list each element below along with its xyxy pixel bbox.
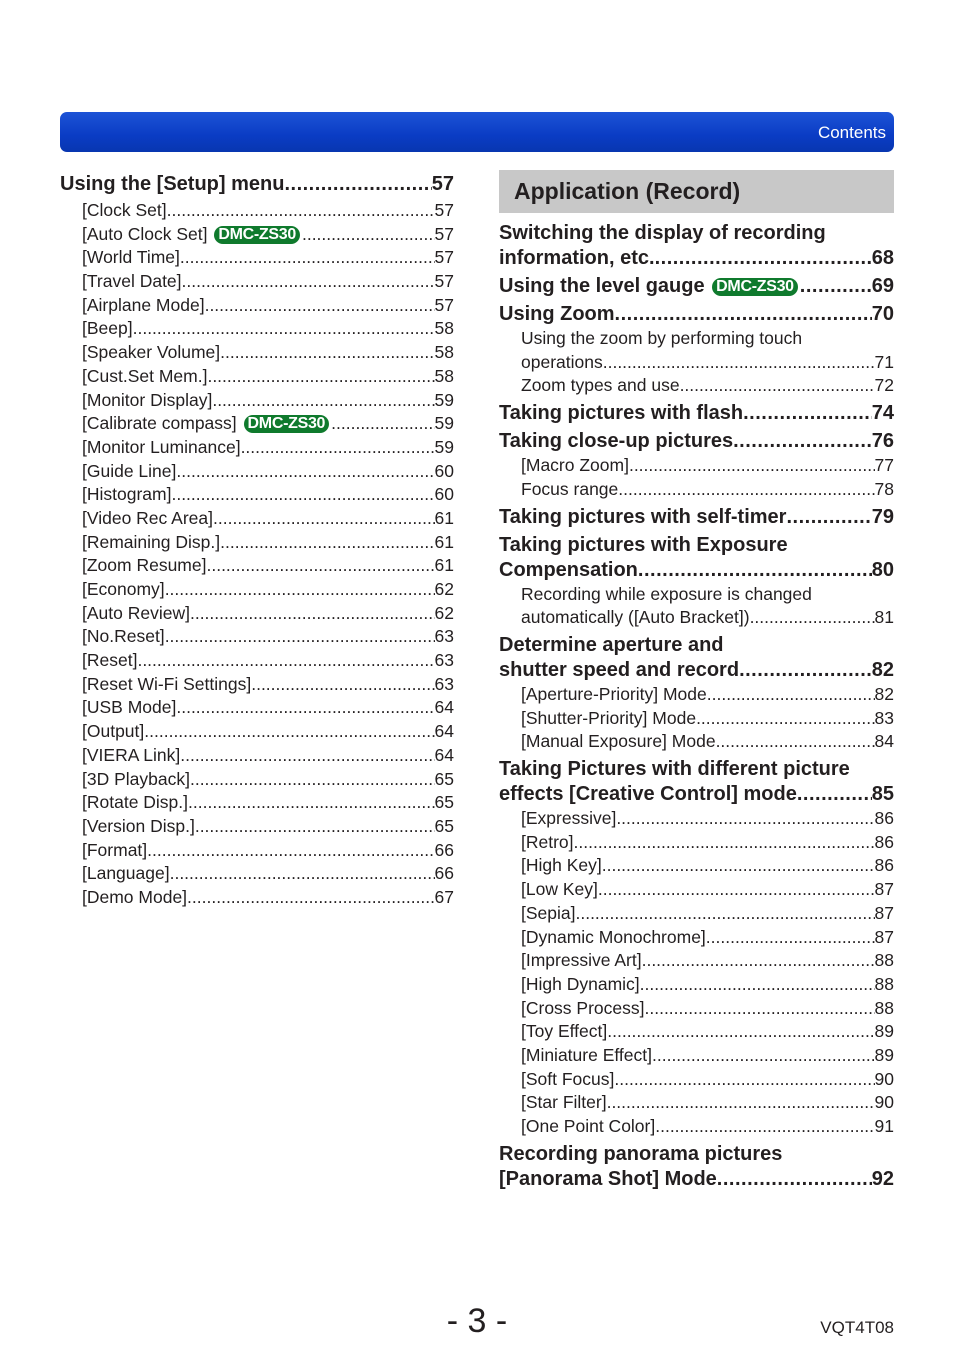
toc-item[interactable]: [Guide Line] ..... 60 <box>60 460 454 484</box>
toc-item[interactable]: [Auto Clock Set] DMC-ZS30 ..... 57 <box>60 223 454 247</box>
toc-item[interactable]: [High Key] ..... 86 <box>499 854 894 878</box>
toc-item[interactable]: [Speaker Volume] ..... 58 <box>60 341 454 365</box>
toc-item-focus-range[interactable]: Focus range ..... 78 <box>499 478 894 502</box>
toc-item[interactable]: [Output] ..... 64 <box>60 720 454 744</box>
toc-item[interactable]: [Reset] ..... 63 <box>60 649 454 673</box>
toc-item-auto-bracket[interactable]: Recording while exposure is changed automatically ([Auto Bracket]) ..... 81 <box>499 583 894 630</box>
toc-item[interactable]: [Rotate Disp.] ..... 65 <box>60 791 454 815</box>
toc-item[interactable]: [High Dynamic] ..... 88 <box>499 973 894 997</box>
toc-item[interactable]: [Toy Effect] ..... 89 <box>499 1020 894 1044</box>
toc-heading-level-gauge[interactable]: Using the level gauge DMC-ZS30 ..... 69 <box>499 274 894 299</box>
toc-item[interactable]: [Airplane Mode] ..... 57 <box>60 294 454 318</box>
toc-item-zoom-touch[interactable]: Using the zoom by performing touch operations ..... 71 <box>499 327 894 374</box>
toc-item[interactable]: [Remaining Disp.] ..... 61 <box>60 531 454 555</box>
toc-item[interactable]: [Language] ..... 66 <box>60 862 454 886</box>
header-banner <box>60 112 894 152</box>
toc-item[interactable]: [Economy] ..... 62 <box>60 578 454 602</box>
toc-heading-exposure[interactable]: Taking pictures with Exposure Compensation ..... 80 <box>499 533 894 583</box>
toc-item[interactable]: [Soft Focus] ..... 90 <box>499 1068 894 1092</box>
toc-item[interactable]: [Monitor Display] ..... 59 <box>60 389 454 413</box>
toc-item[interactable]: [3D Playback] ..... 65 <box>60 768 454 792</box>
toc-item[interactable]: [Dynamic Monochrome] ..... 87 <box>499 926 894 950</box>
toc-item[interactable]: [Expressive] ..... 86 <box>499 807 894 831</box>
toc-heading-setup-menu[interactable]: Using the [Setup] menu ..... 57 <box>60 170 454 199</box>
toc-item[interactable]: [Version Disp.] ..... 65 <box>60 815 454 839</box>
toc-item[interactable]: [Manual Exposure] Mode ..... 84 <box>499 730 894 754</box>
toc-item[interactable]: [Histogram] ..... 60 <box>60 483 454 507</box>
toc-item[interactable]: [Beep] ..... 58 <box>60 317 454 341</box>
toc-heading-switching-display[interactable]: Switching the display of recording information, etc. ..... 68 <box>499 221 894 271</box>
toc-heading-creative-control[interactable]: Taking Pictures with different picture effects [Creative Control] mode ..... 85 <box>499 757 894 807</box>
toc-item[interactable]: [Demo Mode] ..... 67 <box>60 886 454 910</box>
toc-heading-self-timer[interactable]: Taking pictures with self-timer ..... 79 <box>499 505 894 530</box>
toc-heading-closeup[interactable]: Taking close-up pictures ..... 76 <box>499 429 894 454</box>
toc-item[interactable]: [Clock Set] ..... 57 <box>60 199 454 223</box>
toc-item-zoom-types[interactable]: Zoom types and use ..... 72 <box>499 374 894 398</box>
page-number: - 3 - <box>446 1302 508 1340</box>
toc-item-macro-zoom[interactable]: [Macro Zoom] ..... 77 <box>499 454 894 478</box>
toc-item[interactable]: [Monitor Luminance] ..... 59 <box>60 436 454 460</box>
toc-item[interactable]: [Auto Review] ..... 62 <box>60 602 454 626</box>
toc-item[interactable]: [Miniature Effect] ..... 89 <box>499 1044 894 1068</box>
toc-item[interactable]: [Low Key] ..... 87 <box>499 878 894 902</box>
toc-item[interactable]: [Aperture-Priority] Mode ..... 82 <box>499 683 894 707</box>
toc-right-column <box>499 170 894 1192</box>
toc-item[interactable]: [Video Rec Area] ..... 61 <box>60 507 454 531</box>
toc-item[interactable]: [Zoom Resume] ..... 61 <box>60 554 454 578</box>
toc-heading-panorama[interactable]: Recording panorama pictures [Panorama Shot] Mode ..... 92 <box>499 1142 894 1192</box>
toc-item[interactable]: [No.Reset] ..... 63 <box>60 625 454 649</box>
model-badge: DMC-ZS30 <box>214 226 300 244</box>
toc-item[interactable]: [Cross Process] ..... 88 <box>499 997 894 1021</box>
toc-item[interactable]: [One Point Color] ..... 91 <box>499 1115 894 1139</box>
toc-item[interactable]: [Format] ..... 66 <box>60 839 454 863</box>
toc-item[interactable]: [Reset Wi-Fi Settings] ..... 63 <box>60 673 454 697</box>
toc-item[interactable]: [Shutter-Priority] Mode ..... 83 <box>499 707 894 731</box>
toc-item[interactable]: [Calibrate compass] DMC-ZS30 ..... 59 <box>60 412 454 436</box>
toc-item[interactable]: [Retro] ..... 86 <box>499 831 894 855</box>
toc-item[interactable]: [Impressive Art] ..... 88 <box>499 949 894 973</box>
section-title: Application (Record) <box>499 170 894 213</box>
toc-heading-flash[interactable]: Taking pictures with flash ..... 74 <box>499 401 894 426</box>
creative-items <box>499 807 894 1139</box>
toc-item[interactable]: [Cust.Set Mem.] ..... 58 <box>60 365 454 389</box>
toc-item[interactable]: [Travel Date] ..... 57 <box>60 270 454 294</box>
toc-heading-using-zoom[interactable]: Using Zoom ..... 70 <box>499 302 894 327</box>
toc-item[interactable]: [USB Mode] ..... 64 <box>60 696 454 720</box>
toc-item[interactable]: [VIERA Link] ..... 64 <box>60 744 454 768</box>
toc-heading-aperture[interactable]: Determine aperture and shutter speed and record ..... 82 <box>499 633 894 683</box>
toc-item[interactable]: [Sepia] ..... 87 <box>499 902 894 926</box>
document-code: VQT4T08 <box>820 1318 894 1337</box>
toc-item[interactable]: [Star Filter] ..... 90 <box>499 1091 894 1115</box>
model-badge: DMC-ZS30 <box>712 278 798 296</box>
model-badge: DMC-ZS30 <box>244 415 330 433</box>
contents-link[interactable]: Contents <box>817 123 886 142</box>
aperture-items <box>499 683 894 754</box>
toc-item[interactable]: [World Time] ..... 57 <box>60 246 454 270</box>
toc-left-column <box>60 170 454 910</box>
setup-menu-items <box>60 199 454 910</box>
